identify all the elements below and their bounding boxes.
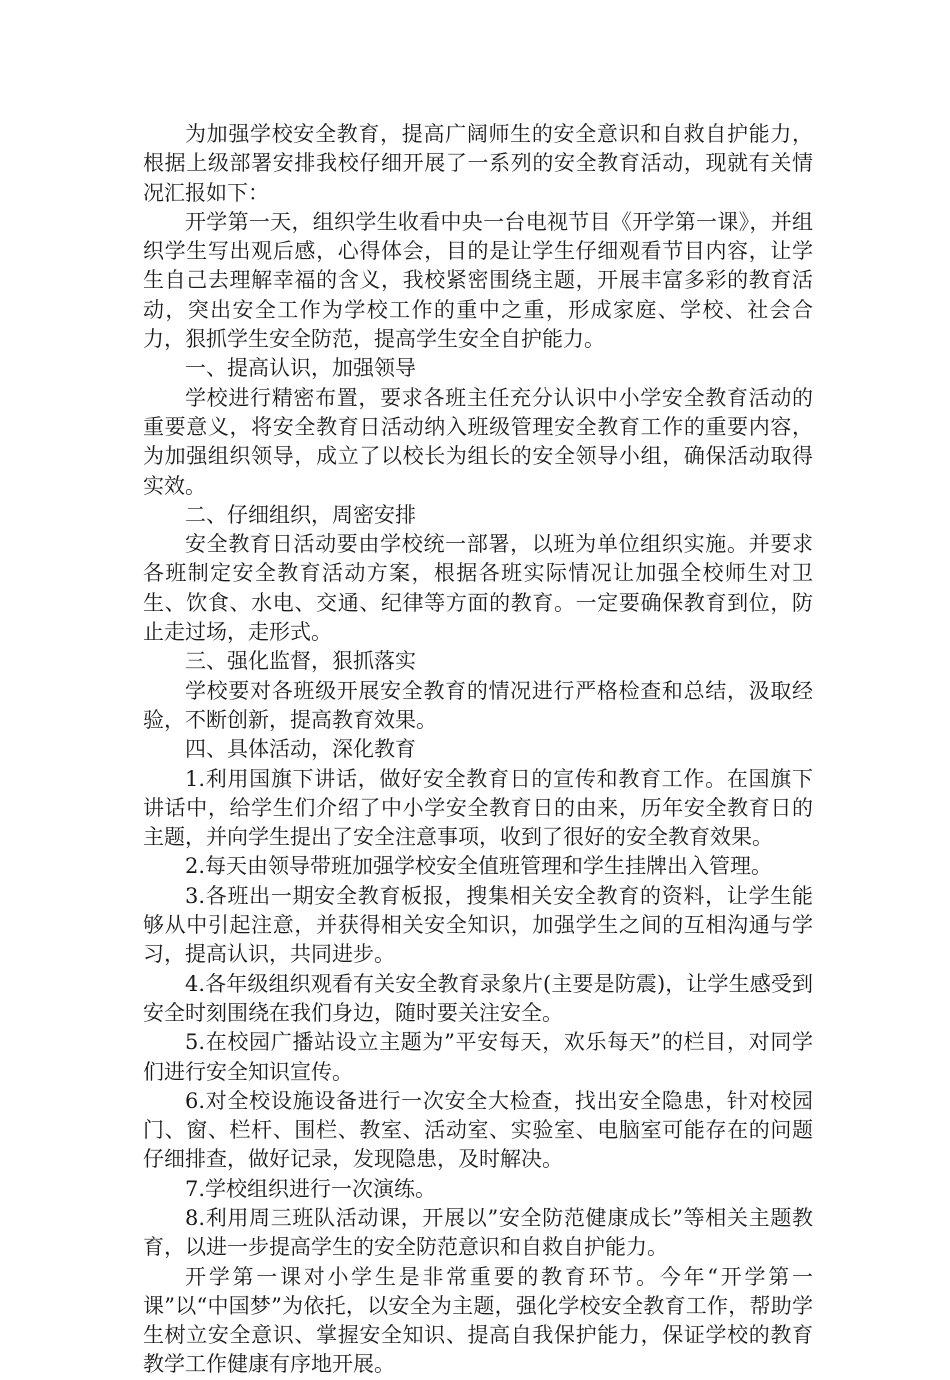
document-body xyxy=(143,120,813,1380)
activity-item-8: 8.利用周三班队活动课，开展以”安全防范健康成长”等相关主题教育，以进一步提高学生的安全防范意识和自救自护能力。 xyxy=(143,1205,813,1260)
section-heading-4: 四、具体活动，深化教育 xyxy=(185,737,416,762)
paragraph-section-2: 安全教育日活动要由学校统一部署，以班为单位组织实施。并要求各班制定安全教育活动方案，根据各班实际情况让加强全校师生对卫生、饮食、水电、交通、纪律等方面的教育。一定要确保教育到位，防止走过场，走形式。 xyxy=(143,532,813,645)
paragraph-section-3: 学校要对各班级开展安全教育的情况进行严格检查和总结，汲取经验，不断创新，提高教育效果。 xyxy=(143,678,813,732)
section-heading-1: 一、提高认识，加强领导 xyxy=(185,356,416,381)
activity-item-1: 1.利用国旗下讲话，做好安全教育日的宣传和教育工作。在国旗下讲话中，给学生们介绍了中小学安全教育日的由来，历年安全教育日的主题，并向学生提出了安全注意事项，收到了很好的安全教育效果。 xyxy=(143,766,813,850)
section-heading-3: 三、强化监督，狠抓落实 xyxy=(185,649,416,674)
intro-paragraph: 为加强学校安全教育，提高广阔师生的安全意识和自救自护能力，根据上级部署安排我校仔细开展了一系列的安全教育活动，现就有关情况汇报如下： xyxy=(143,122,813,205)
paragraph-section-1: 学校进行精密布置，要求各班主任充分认识中小学安全教育活动的重要意义，将安全教育日活动纳入班级管理安全教育工作的重要内容，为加强组织领导，成立了以校长为组长的安全领导小组，确保活动取得实效。 xyxy=(143,385,813,498)
closing-paragraph: 开学第一课对小学生是非常重要的教育环节。今年“开学第一课”以“中国梦”为依托，以安全为主题，强化学校安全教育工作，帮助学生树立安全意识、掌握安全知识、提高自我保护能力，保证学校的教育教学工作健康有序地开展。 xyxy=(143,1264,813,1377)
activity-item-3: 3.各班出一期安全教育板报，搜集相关安全教育的资料，让学生能够从中引起注意，并获得相关安全知识，加强学生之间的互相沟通与学习，提高认识，共同进步。 xyxy=(143,883,813,967)
activity-item-4: 4.各年级组织观看有关安全教育录象片(主要是防震)，让学生感受到安全时刻围绕在我们身边，随时要关注安全。 xyxy=(143,971,813,1025)
paragraph-first-day: 开学第一天，组织学生收看中央一台电视节目《开学第一课》，并组织学生写出观后感，心得体会，目的是让学生仔细观看节目内容，让学生自己去理解幸福的含义，我校紧密围绕主题，开展丰富多彩的教育活动，突出安全工作为学校工作的重中之重，形成家庭、学校、社会合力，狠抓学生安全防范，提高学生安全自护能力。 xyxy=(143,209,813,352)
activity-item-6: 6.对全校设施设备进行一次安全大检查，找出安全隐患，针对校园门、窗、栏杆、围栏、教室、活动室、实验室、电脑室可能存在的问题仔细排查，做好记录，发现隐患，及时解决。 xyxy=(143,1088,813,1172)
activity-item-5: 5.在校园广播站设立主题为”平安每天，欢乐每天”的栏目，对同学们进行安全知识宣传。 xyxy=(143,1030,813,1084)
activity-item-2: 2.每天由领导带班加强学校安全值班管理和学生挂牌出入管理。 xyxy=(185,854,773,879)
activity-item-7: 7.学校组织进行一次演练。 xyxy=(185,1176,437,1201)
section-heading-2: 二、仔细组织，周密安排 xyxy=(185,502,416,527)
